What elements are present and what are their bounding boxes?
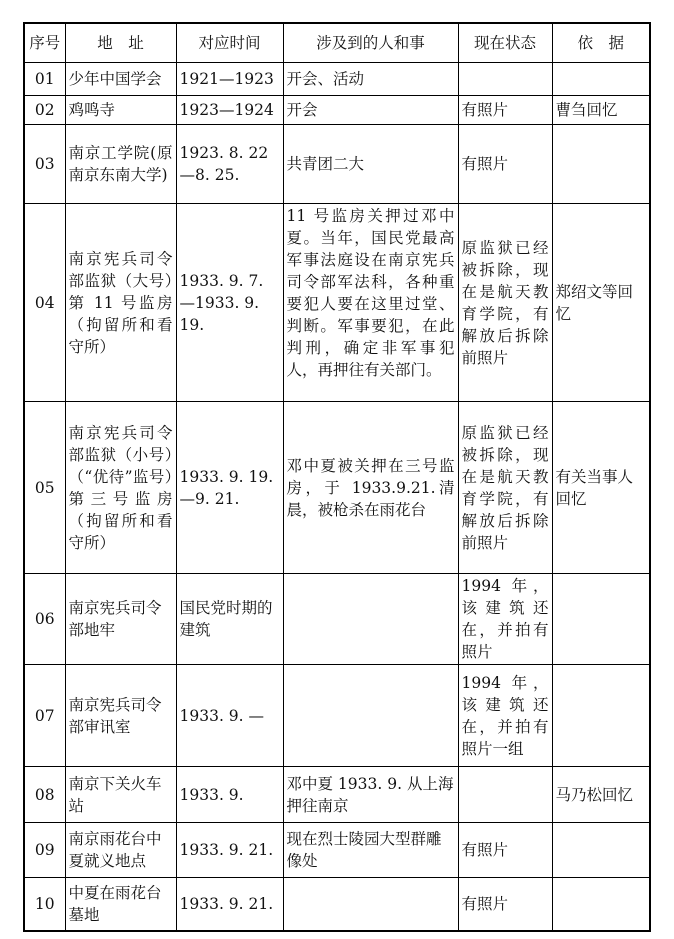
cell-no: 01: [24, 63, 65, 96]
cell-event: 11 号监房关押过邓中夏。当年，国民党最高军事法庭设在南京宪兵司令部军法科，各种重要犯人要在这里过堂、判断。军事要犯，在此判刑，确定非军事犯人，再押往有关部门。: [283, 204, 458, 402]
cell-event: 共青团二大: [283, 125, 458, 204]
cell-no: 07: [24, 665, 65, 767]
table-row: [24, 665, 650, 767]
cell-time: 1933. 9.: [176, 767, 283, 823]
cell-status: 1994 年，该建筑还在，并拍有照片一组: [458, 665, 552, 767]
cell-address: 南京宪兵司令部审讯室: [65, 665, 176, 767]
cell-time: 1921—1923: [176, 63, 283, 96]
cell-time: 1923. 8. 22—8. 25.: [176, 125, 283, 204]
cell-address: 中夏在雨花台墓地: [65, 878, 176, 931]
cell-status: 有照片: [458, 125, 552, 204]
cell-no: 06: [24, 574, 65, 665]
header-basis: 依 据: [552, 23, 650, 63]
table-row: [24, 63, 650, 96]
cell-time: 1933. 9. 21.: [176, 878, 283, 931]
cell-basis: 曹刍回忆: [552, 96, 650, 125]
cell-no: 09: [24, 823, 65, 878]
cell-basis: 马乃松回忆: [552, 767, 650, 823]
cell-status: 原监狱已经被拆除，现在是航天教育学院，有解放后拆除前照片: [458, 204, 552, 402]
cell-no: 04: [24, 204, 65, 402]
table-row: [24, 823, 650, 878]
header-row: [24, 23, 650, 63]
cell-status: 有照片: [458, 823, 552, 878]
cell-time: 国民党时期的建筑: [176, 574, 283, 665]
cell-event: 现在烈士陵园大型群雕像处: [283, 823, 458, 878]
cell-address: 鸡鸣寺: [65, 96, 176, 125]
cell-event: [283, 665, 458, 767]
header-address: 地 址: [65, 23, 176, 63]
cell-basis: 有关当事人回忆: [552, 402, 650, 574]
table-row: [24, 767, 650, 823]
table-row: [24, 574, 650, 665]
cell-time: 1933. 9. —: [176, 665, 283, 767]
table-row: [24, 402, 650, 574]
cell-address: 南京宪兵司令部监狱（小号）（“优待”监号）第三号监房（拘留所和看守所）: [65, 402, 176, 574]
cell-time: 1923—1924: [176, 96, 283, 125]
cell-no: 10: [24, 878, 65, 931]
table-row: [24, 96, 650, 125]
table-row: [24, 125, 650, 204]
cell-basis: [552, 125, 650, 204]
cell-time: 1933. 9. 19. —9. 21.: [176, 402, 283, 574]
cell-status: 1994 年，该建筑还在，并拍有照片: [458, 574, 552, 665]
cell-basis: [552, 823, 650, 878]
cell-no: 05: [24, 402, 65, 574]
cell-status: 有照片: [458, 878, 552, 931]
cell-basis: [552, 665, 650, 767]
cell-address: 南京宪兵司令部监狱（大号）第 11 号监房（拘留所和看守所）: [65, 204, 176, 402]
cell-time: 1933. 9. 7. —1933. 9. 19.: [176, 204, 283, 402]
cell-status: 有照片: [458, 96, 552, 125]
cell-address: 南京工学院(原南京东南大学): [65, 125, 176, 204]
header-status: 现在状态: [458, 23, 552, 63]
cell-status: 原监狱已经被拆除，现在是航天教育学院，有解放后拆除前照片: [458, 402, 552, 574]
cell-address: 南京宪兵司令部地牢: [65, 574, 176, 665]
cell-address: 少年中国学会: [65, 63, 176, 96]
header-event: 涉及到的人和事: [283, 23, 458, 63]
cell-basis: [552, 63, 650, 96]
header-time: 对应时间: [176, 23, 283, 63]
cell-address: 南京下关火车站: [65, 767, 176, 823]
table-row: [24, 878, 650, 931]
cell-event: 开会: [283, 96, 458, 125]
table-row: [24, 204, 650, 402]
cell-time: 1933. 9. 21.: [176, 823, 283, 878]
cell-basis: [552, 574, 650, 665]
cell-no: 03: [24, 125, 65, 204]
cell-status: [458, 767, 552, 823]
cell-event: 邓中夏被关押在三号监房，于 1933.9.21.清晨，被枪杀在雨花台: [283, 402, 458, 574]
cell-event: 邓中夏 1933. 9. 从上海押往南京: [283, 767, 458, 823]
cell-basis: [552, 878, 650, 931]
cell-status: [458, 63, 552, 96]
records-table: [23, 22, 651, 932]
cell-event: [283, 878, 458, 931]
cell-basis: 郑绍文等回忆: [552, 204, 650, 402]
header-no: 序号: [24, 23, 65, 63]
cell-no: 02: [24, 96, 65, 125]
cell-event: [283, 574, 458, 665]
cell-address: 南京雨花台中夏就义地点: [65, 823, 176, 878]
cell-no: 08: [24, 767, 65, 823]
cell-event: 开会、活动: [283, 63, 458, 96]
